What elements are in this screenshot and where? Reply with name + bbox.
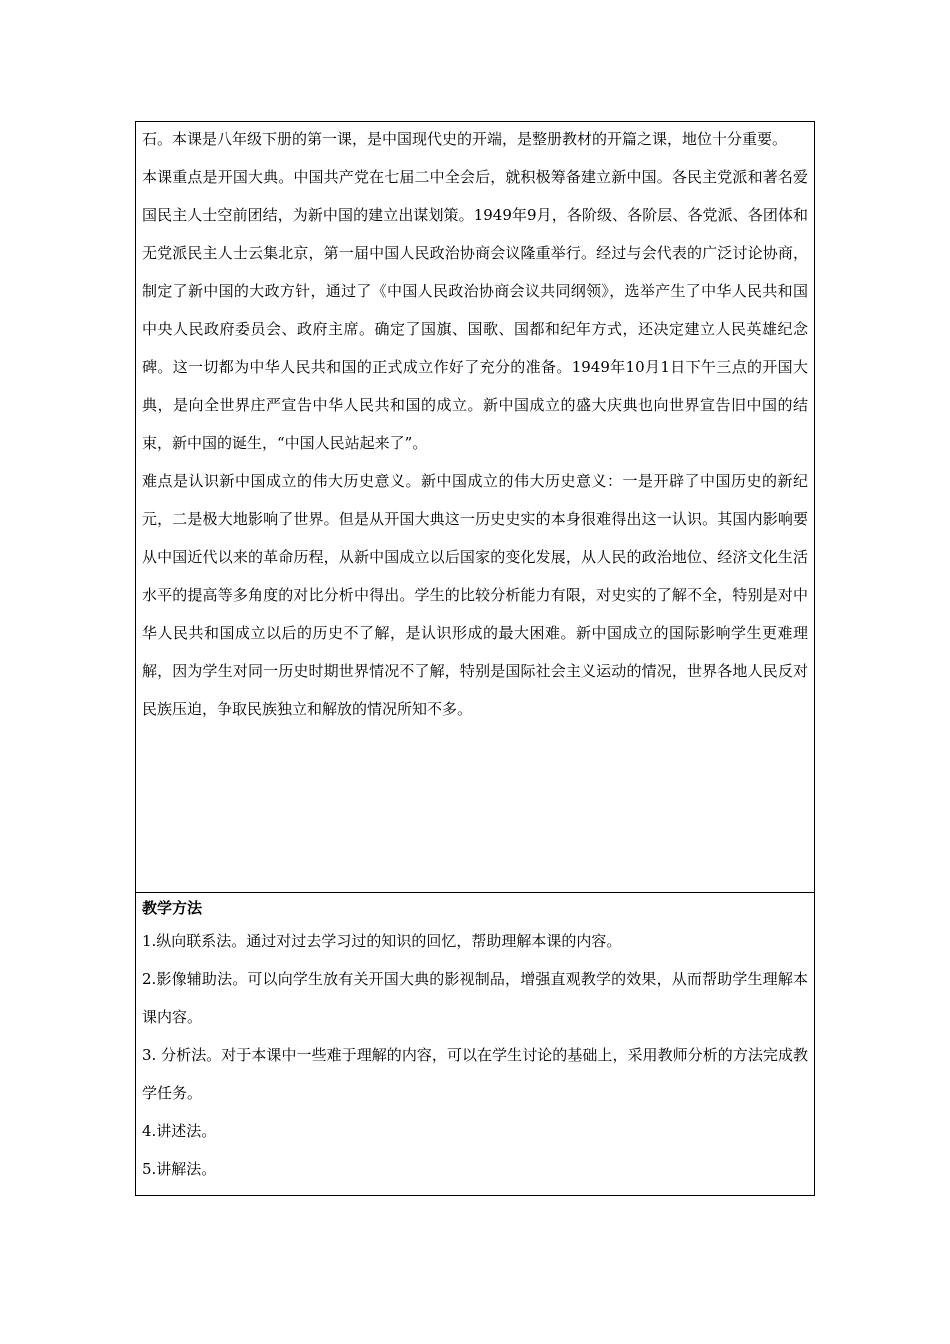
methods-cell [136, 893, 815, 1196]
method-item-3: 3. 分析法。对于本课中一些难于理解的内容，可以在学生讨论的基础上，采用教师分析的方法完成教学任务。 [142, 1046, 808, 1102]
analysis-paragraph-intro: 石。本课是八年级下册的第一课，是中国现代史的开端，是整册教材的开篇之课，地位十分重要。 [142, 130, 788, 148]
analysis-paragraph-difficulty: 难点是认识新中国成立的伟大历史意义。新中国成立的伟大历史意义：一是开辟了中国历史的新纪元，二是极大地影响了世界。但是从开国大典这一历史史实的本身很难得出这一认识。其国内影响要从中国近代以来的革命历程，从新中国成立以后国家的变化发展，从人民的政治地位、经济文化生活水平的提高等多角度的对比分析中得出。学生的比较分析能力有限，对史实的了解不全，特别是对中华人民共和国成立以后的历史不了解，是认识形成的最大困难。新中国成立的国际影响学生更难理解，因为学生对同一历史时期世界情况不了解，特别是国际社会主义运动的情况，世界各地人民反对民族压迫，争取民族独立和解放的情况所知不多。 [142, 472, 808, 718]
method-item-2: 2.影像辅助法。可以向学生放有关开国大典的影视制品，增强直观教学的效果，从而帮助学生理解本课内容。 [142, 970, 808, 1026]
methods-row [136, 893, 815, 1196]
analysis-row [136, 122, 815, 893]
method-item-5: 5.讲解法。 [142, 1160, 217, 1178]
analysis-cell [136, 122, 815, 893]
method-item-4: 4.讲述法。 [142, 1122, 217, 1140]
analysis-paragraph-key-point: 本课重点是开国大典。中国共产党在七届二中全会后，就积极筹备建立新中国。各民主党派和著名爱国民主人士空前团结，为新中国的建立出谋划策。1949年9月，各阶级、各阶层、各党派、各团体和无党派民主人士云集北京，第一届中国人民政治协商会议隆重举行。经过与会代表的广泛讨论协商，制定了新中国的大政方针，通过了《中国人民政治协商会议共同纲领》，选举产生了中华人民共和国中央人民政府委员会、政府主席。确定了国旗、国歌、国都和纪年方式，还决定建立人民英雄纪念碑。这一切都为中华人民共和国的正式成立作好了充分的准备。1949年10月1日下午三点的开国大典，是向全世界庄严宣告中华人民共和国的成立。新中国成立的盛大庆典也向世界宣告旧中国的结束，新中国的诞生，“中国人民站起来了”。 [142, 168, 808, 452]
methods-heading: 教学方法 [142, 899, 203, 917]
method-item-1: 1.纵向联系法。通过对过去学习过的知识的回忆，帮助理解本课的内容。 [142, 932, 622, 950]
lesson-plan-table [135, 121, 815, 1196]
